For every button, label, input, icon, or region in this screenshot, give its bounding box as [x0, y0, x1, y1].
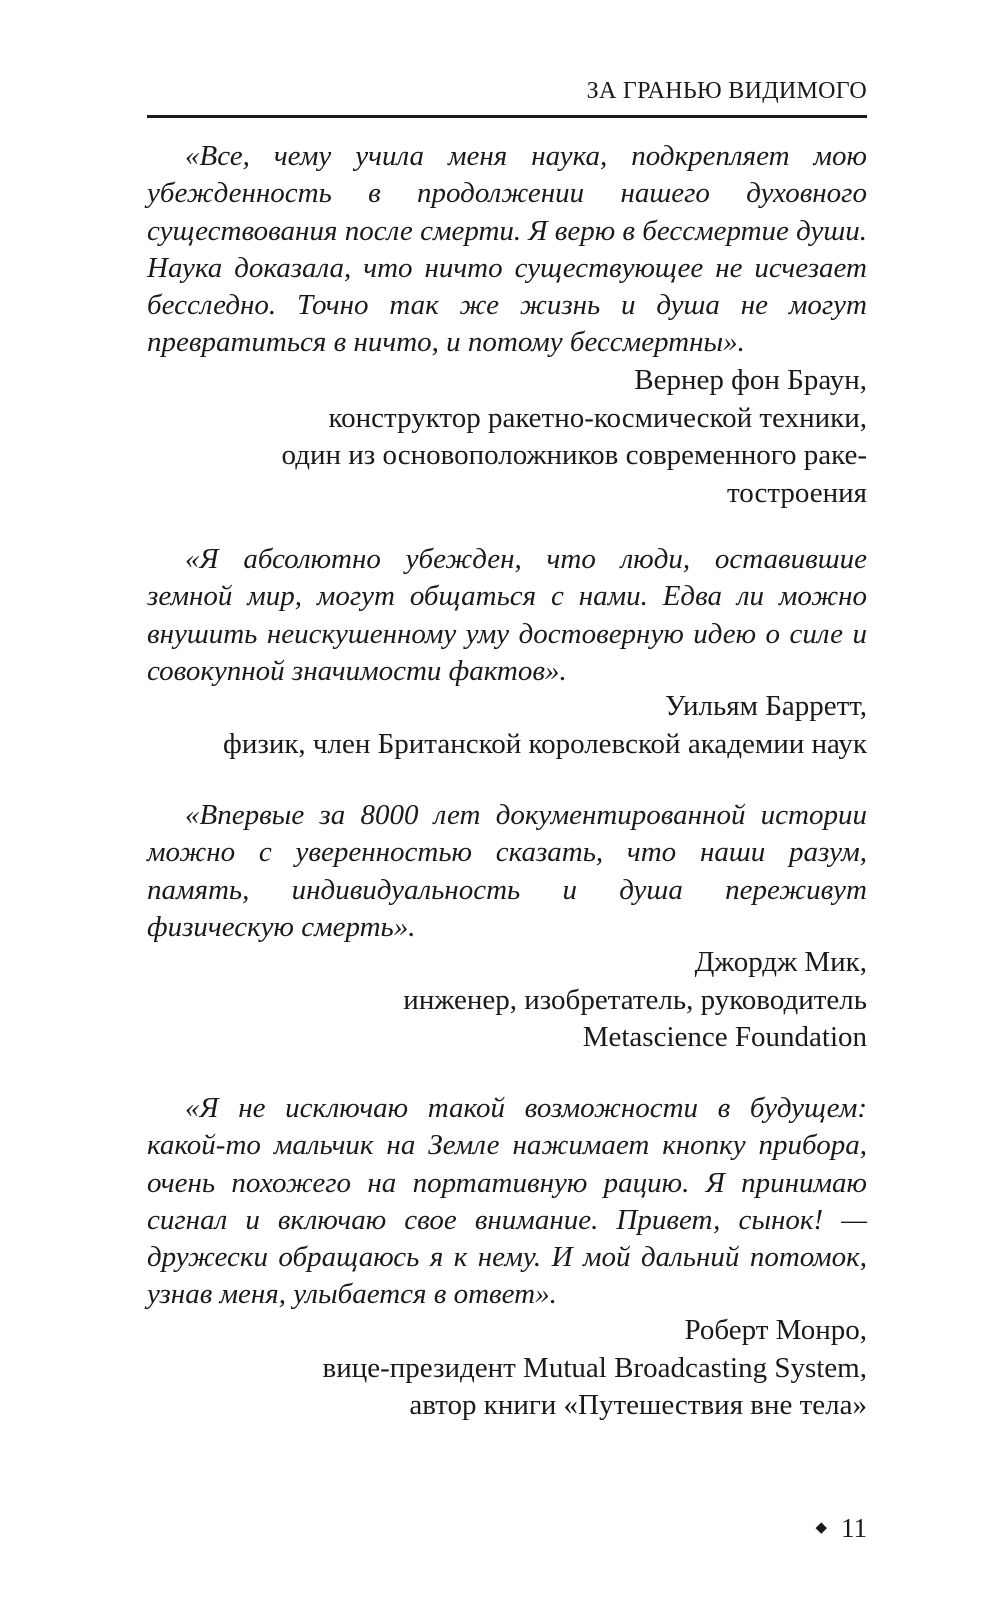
quote-4-role-line-1: вице-президент Mutual Broadcasting System,	[322, 1351, 867, 1384]
quote-4-attribution	[147, 1312, 867, 1425]
quote-3-author: Джордж Мик,	[694, 946, 867, 978]
quote-2-attribution	[147, 688, 867, 763]
header-rule	[147, 115, 867, 118]
quote-2-role-line-1: физик, член Британской королевской академии наук	[223, 727, 867, 760]
diamond-ornament-icon: ◆	[815, 1520, 827, 1537]
quote-4-author: Роберт Монро,	[684, 1314, 867, 1346]
quote-2-text: «Я абсолютно убежден, что люди, оставившие земной мир, могут общаться с нами. Едва ли можно внушить неискушенному уму достоверную идею о силе и совокупной значимости фактов».	[147, 543, 867, 687]
page-number: 11	[841, 1513, 867, 1543]
quote-1-attribution	[147, 362, 867, 512]
running-head: ЗА ГРАНЬЮ ВИДИМОГО	[586, 78, 867, 104]
quote-2-author: Уильям Барретт,	[665, 690, 867, 722]
quote-1-text: «Все, чему учила меня наука, подкрепляет мою убежденность в продолжении нашего духовного существования после смерти. Я верю в бессмертие души. Наука доказала, что ничто существующее не исчезает бесследно. Точно так же жизнь и душа не могут превратиться в ничто, и потому бессмертны».	[147, 140, 867, 359]
quote-3-text: «Впервые за 8000 лет документированной истории можно с уверенностью сказать, что наши разум, память, индивидуальность и душа переживут физическую смерть».	[147, 799, 867, 943]
quote-1-author: Вернер фон Браун,	[634, 364, 867, 396]
quote-1-role-line-1: конструктор ракетно-космической техники,	[328, 401, 867, 434]
quote-3-attribution	[147, 944, 867, 1057]
quote-4-role-line-2: автор книги «Путешествия вне тела»	[409, 1389, 867, 1421]
quote-3-role-line-2: Metascience Foundation	[582, 1021, 867, 1053]
quote-1-role-line-2: один из основоположников современного раке-	[281, 439, 867, 471]
quote-1-role-line-3: тостроения	[726, 476, 867, 509]
page-footer	[747, 1513, 867, 1544]
quote-4-text: «Я не исключаю такой возможности в будущем: какой-то мальчик на Земле нажимает кнопку прибора, очень похожего на портативную рацию. Я принимаю сигнал и включаю свое внимание. Привет, сынок! — дружески обращаюсь я к нему. И мой дальний потомок, узнав меня, улыбается в ответ».	[147, 1092, 867, 1311]
quote-3-role-line-1: инженер, изобретатель, руководитель	[403, 983, 867, 1016]
